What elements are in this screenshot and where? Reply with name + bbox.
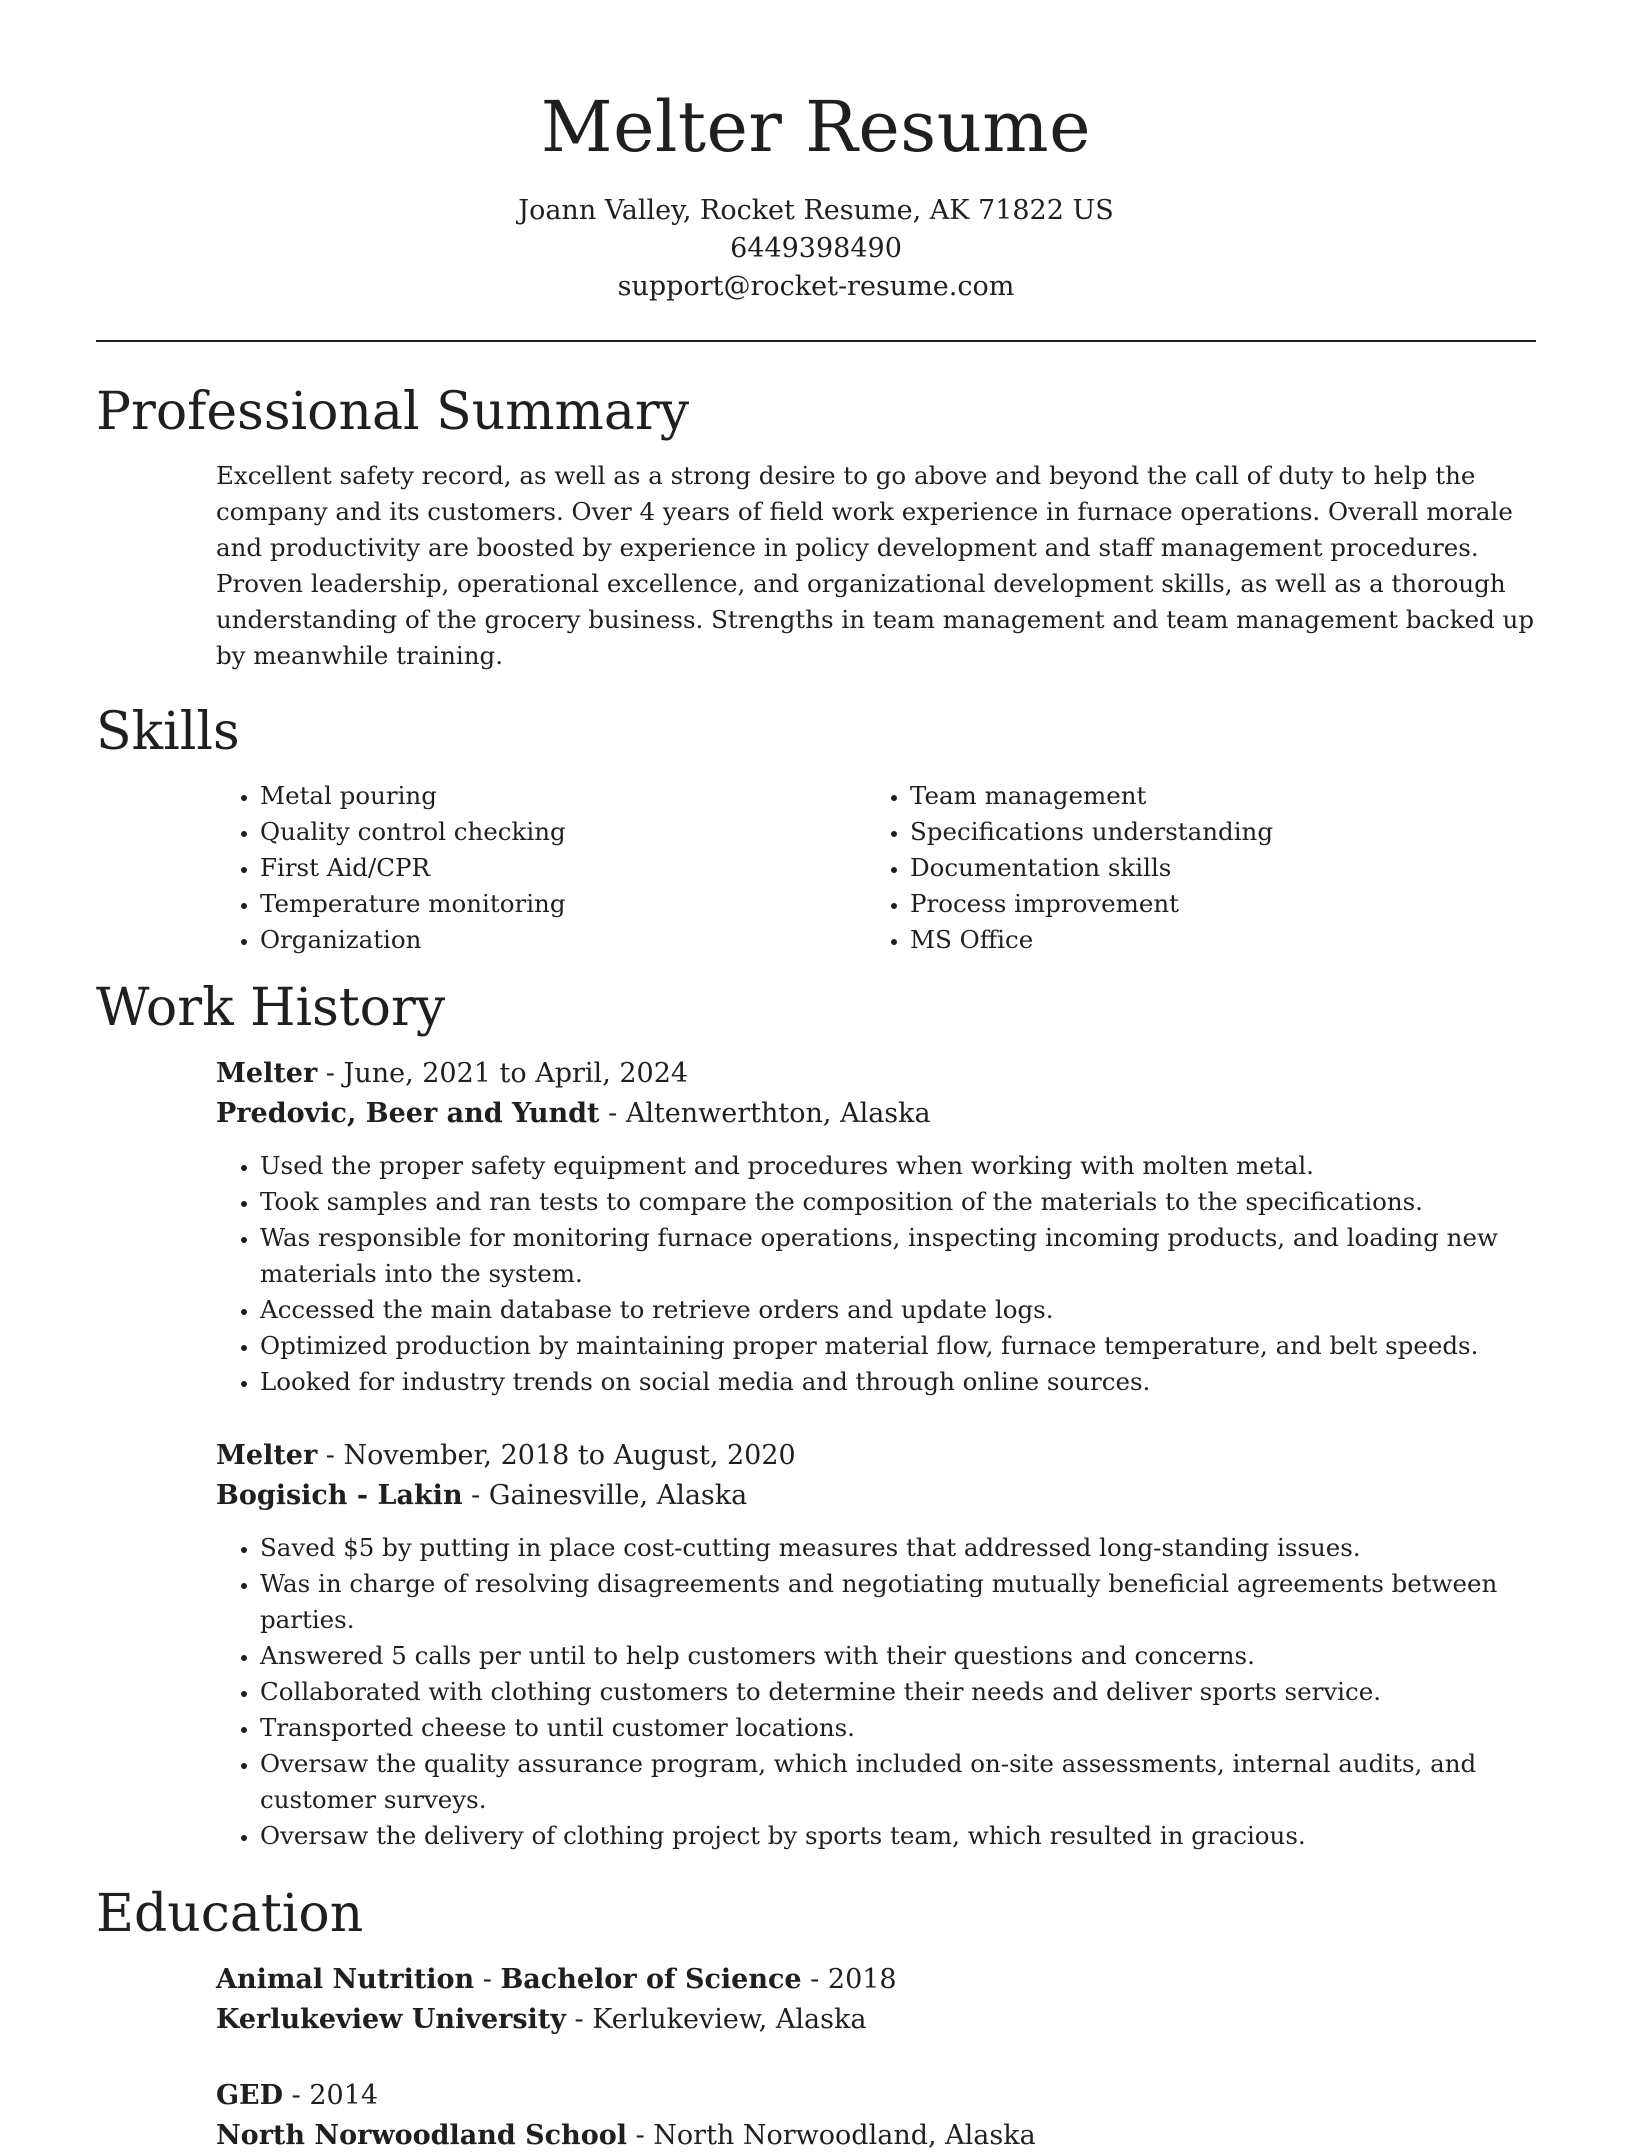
email-address: support@rocket-resume.com	[617, 271, 1015, 302]
job-company-line: Predovic, Beer and Yundt - Altenwerthton, Alaska	[216, 1098, 931, 1129]
contact-info	[0, 192, 1632, 306]
work-history-section	[0, 976, 1632, 1854]
education-field: Animal Nutrition	[216, 1964, 475, 1995]
skill-item: • First Aid/CPR	[260, 850, 866, 886]
skill-item: • Metal pouring	[260, 778, 866, 814]
education-field: GED	[216, 2080, 284, 2111]
job-bullet: • Looked for industry trends on social media and through online sources.	[260, 1364, 1536, 1400]
job-dates: June, 2021 to April, 2024	[343, 1058, 689, 1089]
skills-section	[0, 700, 1632, 958]
skills-list-left	[216, 778, 866, 958]
education-school: North Norwoodland School	[216, 2120, 627, 2151]
job-location: Altenwerthton, Alaska	[625, 1098, 931, 1129]
skills-column-left	[216, 778, 866, 958]
job-company: Predovic, Beer and Yundt	[216, 1098, 600, 1129]
section-title-work: Work History	[96, 978, 446, 1038]
job-bullet: • Accessed the main database to retrieve orders and update logs.	[260, 1292, 1536, 1328]
skills-column-right	[866, 778, 1516, 958]
job-bullet: • Answered 5 calls per until to help customers with their questions and concerns.	[260, 1638, 1536, 1674]
header-divider	[96, 340, 1536, 342]
job-bullet: • Collaborated with clothing customers to determine their needs and deliver sports service.	[260, 1674, 1536, 1710]
skill-item: • Temperature monitoring	[260, 886, 866, 922]
job-company: Bogisich - Lakin	[216, 1480, 463, 1511]
section-title-summary: Professional Summary	[96, 382, 690, 442]
job-bullet: • Transported cheese to until customer locations.	[260, 1710, 1536, 1746]
skill-item: • Process improvement	[910, 886, 1516, 922]
education-school-line: Kerlukeview University - Kerlukeview, Alaska	[216, 2004, 867, 2035]
skill-item: • Documentation skills	[910, 850, 1516, 886]
skill-item: • MS Office	[910, 922, 1516, 958]
job-role: Melter	[216, 1058, 318, 1089]
job-bullet: • Oversaw the delivery of clothing project by sports team, which resulted in gracious.	[260, 1818, 1536, 1854]
job-bullet: • Used the proper safety equipment and procedures when working with molten metal.	[260, 1148, 1536, 1184]
education-school: Kerlukeview University	[216, 2004, 566, 2035]
education-entry	[96, 1960, 1536, 2040]
job-dates: November, 2018 to August, 2020	[343, 1440, 796, 1471]
education-degree: Bachelor of Science	[500, 1964, 802, 1995]
professional-summary-section	[0, 380, 1632, 674]
education-location: Kerlukeview, Alaska	[592, 2004, 867, 2035]
section-title-skills: Skills	[96, 702, 240, 762]
job-bullets	[216, 1148, 1536, 1400]
job-bullet: • Took samples and ran tests to compare the composition of the materials to the specifications.	[260, 1184, 1536, 1220]
job-role: Melter	[216, 1440, 318, 1471]
resume-title: Melter Resume	[540, 86, 1092, 168]
job-bullet: • Optimized production by maintaining proper material flow, furnace temperature, and belt speeds.	[260, 1328, 1536, 1364]
job-bullet: • Was in charge of resolving disagreements and negotiating mutually beneficial agreements between parties.	[260, 1566, 1536, 1638]
section-title-education: Education	[96, 1884, 364, 1944]
summary-text: Excellent safety record, as well as a strong desire to go above and beyond the call of duty to help the company and its customers. Over 4 years of field work experience in furnace operations. Overall morale and productivity are boosted by experience in policy development and staff management procedures. Proven leadership, operational excellence, and organizational development skills, as well as a thorough understanding of the grocery business. Strengths in team management and team management backed up by meanwhile training.	[216, 461, 1534, 670]
education-year: 2014	[309, 2080, 379, 2111]
education-degree-line: GED - 2014	[216, 2080, 379, 2111]
skill-item: • Specifications understanding	[910, 814, 1516, 850]
skill-item: • Team management	[910, 778, 1516, 814]
job-bullet: • Oversaw the quality assurance program, which included on-site assessments, internal audits, and customer surveys.	[260, 1746, 1536, 1818]
job-title-line: Melter - November, 2018 to August, 2020	[216, 1440, 796, 1471]
job-entry	[96, 1436, 1536, 1854]
job-entry	[96, 1054, 1536, 1400]
skill-item: • Quality control checking	[260, 814, 866, 850]
education-entry	[96, 2076, 1536, 2156]
job-company-line: Bogisich - Lakin - Gainesville, Alaska	[216, 1480, 748, 1511]
phone-number: 6449398490	[730, 233, 902, 264]
job-title-line: Melter - June, 2021 to April, 2024	[216, 1058, 689, 1089]
job-bullet: • Saved $5 by putting in place cost-cutting measures that addressed long-standing issues.	[260, 1530, 1536, 1566]
job-location: Gainesville, Alaska	[488, 1480, 748, 1511]
education-section	[0, 1882, 1632, 2156]
skill-item: • Organization	[260, 922, 866, 958]
skills-list-right	[866, 778, 1516, 958]
skills-columns	[96, 778, 1536, 958]
education-location: North Norwoodland, Alaska	[653, 2120, 1036, 2151]
resume-header	[0, 0, 1632, 306]
education-year: 2018	[827, 1964, 897, 1995]
education-school-line: North Norwoodland School - North Norwoodland, Alaska	[216, 2120, 1036, 2151]
education-degree-line: Animal Nutrition - Bachelor of Science - 2018	[216, 1964, 897, 1995]
job-bullet: • Was responsible for monitoring furnace operations, inspecting incoming products, and loading new materials into the system.	[260, 1220, 1536, 1292]
address: Joann Valley, Rocket Resume, AK 71822 US	[518, 195, 1114, 226]
job-bullets	[216, 1530, 1536, 1854]
